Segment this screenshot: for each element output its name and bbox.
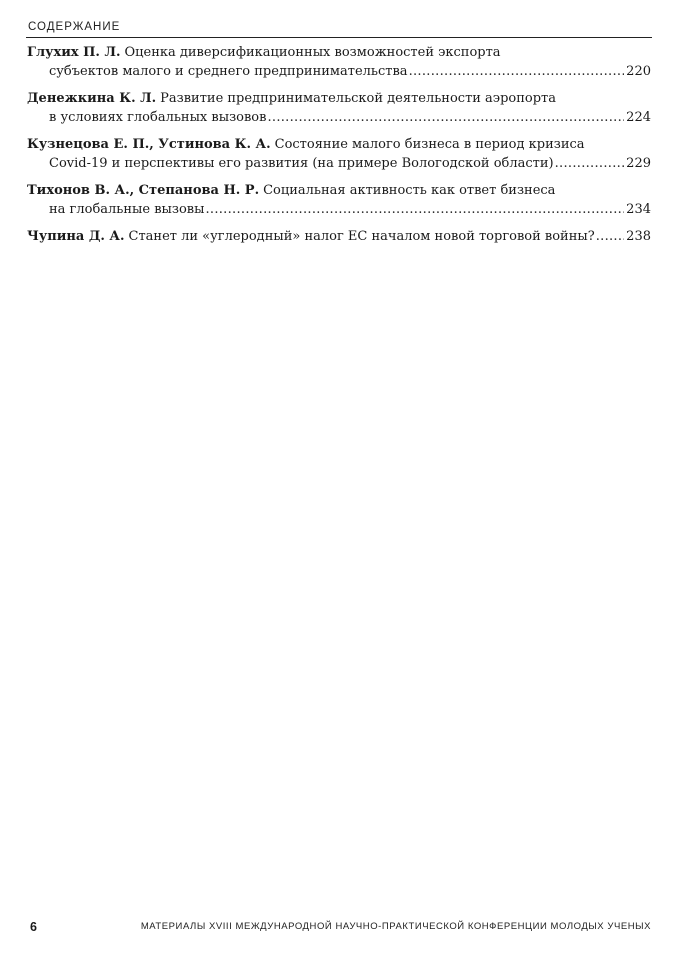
toc-entry-first-line (27, 89, 651, 108)
toc-entry-first-line (27, 135, 651, 154)
toc-entry-author: Чупина Д. А. (27, 229, 125, 244)
dot-leader (409, 62, 625, 81)
toc-entry-first-line (27, 43, 651, 62)
toc-entry-continuation-line (27, 200, 651, 219)
toc-entry (27, 43, 651, 81)
toc-entry-title-continuation: Covid-19 и перспективы его развития (на примере Вологодской области) (49, 156, 554, 171)
toc-entry-continuation-line (27, 62, 651, 81)
table-of-contents (27, 43, 651, 254)
toc-entry-first-line (27, 181, 651, 200)
toc-entry-page-number: 238 (626, 229, 651, 244)
toc-entry-author: Кузнецова Е. П., Устинова К. А. (27, 137, 271, 152)
toc-entry-continuation-line (27, 108, 651, 127)
toc-entry-title: Развитие предпринимательской деятельности аэропорта (160, 91, 556, 106)
dot-leader (596, 227, 624, 246)
toc-entry (27, 89, 651, 127)
running-header: СОДЕРЖАНИЕ (28, 21, 121, 33)
toc-entry-title-continuation: в условиях глобальных вызовов (49, 110, 267, 125)
dot-leader (555, 154, 625, 173)
toc-entry-author: Тихонов В. А., Степанова Н. Р. (27, 183, 260, 198)
toc-entry-author: Денежкина К. Л. (27, 91, 157, 106)
toc-entry-title-continuation: на глобальные вызовы (49, 202, 205, 217)
toc-entry-title: Социальная активность как ответ бизнеса (263, 183, 556, 198)
footer-page-number: 6 (30, 920, 37, 934)
toc-entry-page-number: 224 (626, 110, 651, 125)
dot-leader (205, 200, 624, 219)
toc-entry (27, 227, 651, 246)
toc-entry (27, 181, 651, 219)
toc-entry-title-continuation: субъектов малого и среднего предпринимательства (49, 64, 408, 79)
toc-entry-page-number: 220 (626, 64, 651, 79)
dot-leader (267, 108, 624, 127)
toc-entry-continuation-line (27, 154, 651, 173)
toc-entry (27, 135, 651, 173)
toc-entry-title: Станет ли «углеродный» налог ЕС началом новой торговой войны? (128, 229, 595, 244)
toc-entry-page-number: 234 (626, 202, 651, 217)
toc-entry-title: Оценка диверсификационных возможностей экспорта (124, 45, 501, 60)
toc-entry-author: Глухих П. Л. (27, 45, 121, 60)
toc-entry-first-line (27, 227, 651, 246)
toc-entry-title: Состояние малого бизнеса в период кризиса (274, 137, 585, 152)
toc-entry-page-number: 229 (626, 156, 651, 171)
header-divider (26, 37, 652, 38)
footer-publication-title: МАТЕРИАЛЫ XVIII МЕЖДУНАРОДНОЙ НАУЧНО-ПРАКТИЧЕСКОЙ КОНФЕРЕНЦИИ МОЛОДЫХ УЧЕНЫХ (140, 921, 651, 932)
